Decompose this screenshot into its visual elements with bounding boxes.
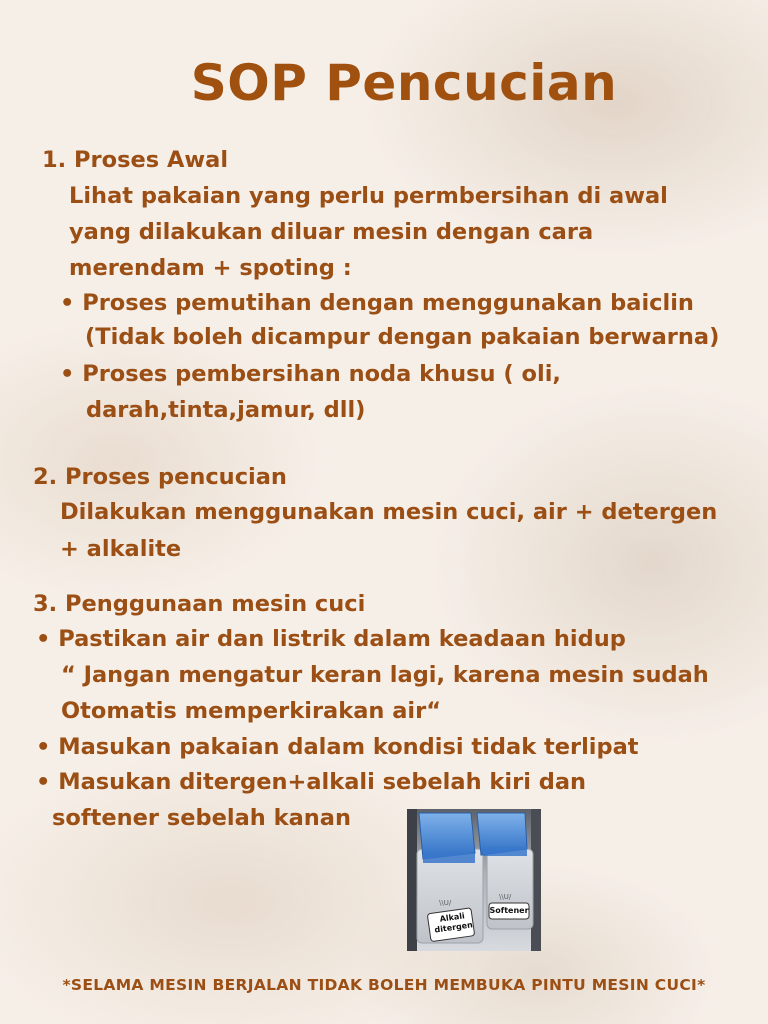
softener-label: Softener [489, 906, 529, 915]
section-3-bullet-cont: “ Jangan mengatur keran lagi, karena mesin sudah [61, 662, 709, 688]
section-3-bullet-cont: softener sebelah kanan [52, 805, 351, 831]
footer-warning: *SELAMA MESIN BERJALAN TIDAK BOLEH MEMBUKA PINTU MESIN CUCI* [62, 976, 706, 994]
section-1-desc-line: Lihat pakaian yang perlu permbersihan di awal [69, 183, 668, 209]
section-1-desc-line: merendam + spoting : [69, 255, 352, 281]
section-1-bullet-cont: (Tidak boleh dicampur dengan pakaian berwarna) [85, 324, 720, 350]
section-2-desc-line: + alkalite [60, 536, 182, 562]
section-1-heading: 1. Proses Awal [42, 147, 229, 173]
section-1-bullet-cont: darah,tinta,jamur, dll) [86, 397, 366, 423]
detergent-drawer-photo [407, 809, 541, 951]
section-1-bullet: • Proses pemutihan dengan menggunakan baiclin [60, 290, 694, 316]
svg-text:\\U/: \\U/ [439, 899, 452, 907]
section-1-desc-line: yang dilakukan diluar mesin dengan cara [69, 219, 594, 245]
section-2-heading: 2. Proses pencucian [33, 464, 287, 490]
section-3-bullet: • Masukan ditergen+alkali sebelah kiri dan [36, 769, 587, 795]
section-2-desc-line: Dilakukan menggunakan mesin cuci, air + detergen [60, 499, 718, 525]
page-title: SOP Pencucian [190, 54, 618, 112]
svg-text:\\U/: \\U/ [499, 893, 512, 901]
section-3-bullet-cont: Otomatis memperkirakan air“ [61, 698, 442, 724]
section-3-bullet: • Masukan pakaian dalam kondisi tidak terlipat [36, 734, 639, 760]
section-3-heading: 3. Penggunaan mesin cuci [33, 591, 366, 617]
section-1-bullet: • Proses pembersihan noda khusu ( oli, [60, 361, 561, 387]
alkali-label: Alkali ditergen [433, 911, 474, 935]
section-3-bullet: • Pastikan air dan listrik dalam keadaan hidup [36, 626, 626, 652]
